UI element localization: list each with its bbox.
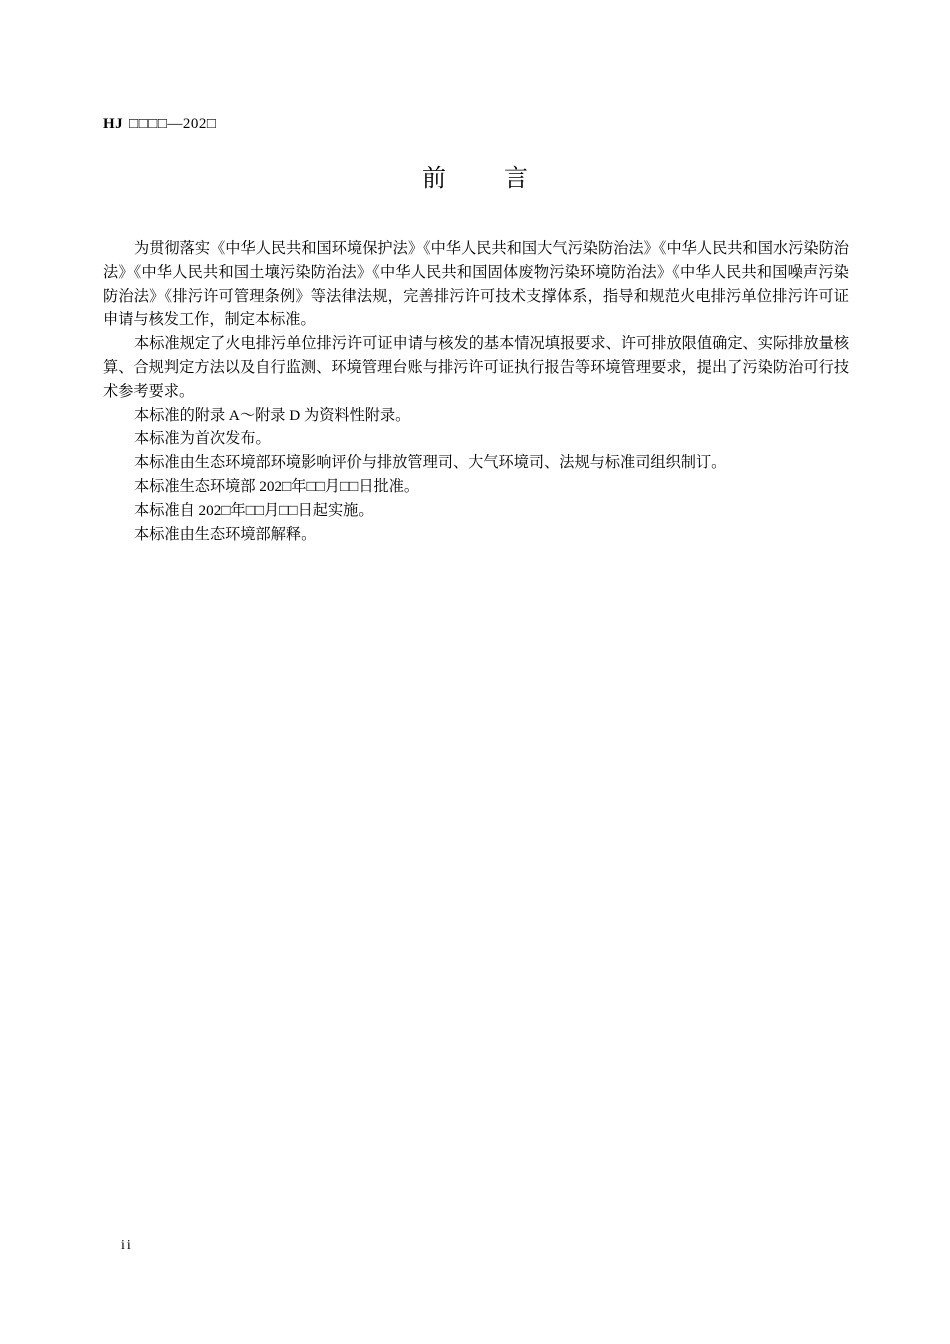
page-number: ii <box>121 1238 133 1253</box>
paragraph-scope: 本标准规定了火电排污单位排污许可证申请与核发的基本情况填报要求、许可排放限值确定、实际排放量核算、合规判定方法以及自行监测、环境管理台账与排污许可证执行报告等环境管理要求，提出了污染防治可行技术参考要求。 <box>103 335 849 400</box>
standard-code-prefix: HJ <box>103 116 124 132</box>
paragraph-first-release: 本标准为首次发布。 <box>134 430 271 448</box>
standard-code-number: □□□□—202□ <box>129 116 217 132</box>
foreword-body <box>103 237 849 546</box>
paragraph-appendix: 本标准的附录 A～附录 D 为资料性附录。 <box>134 406 411 424</box>
paragraph-purpose: 为贯彻落实《中华人民共和国环境保护法》《中华人民共和国大气污染防治法》《中华人民共和国水污染防治法》《中华人民共和国土壤污染防治法》《中华人民共和国固体废物污染环境防治法》《中华人民共和国噪声污染防治法》《排污许可管理条例》等法律法规，完善排污许可技术支撑体系，指导和规范火电排污单位排污许可证申请与核发工作，制定本标准。 <box>103 240 849 329</box>
paragraph-effective-date: 本标准自 202□年□□月□□日起实施。 <box>134 501 374 519</box>
section-title: 前言 <box>422 164 586 192</box>
paragraph-approval: 本标准生态环境部 202□年□□月□□日批准。 <box>134 477 420 495</box>
standard-number-header <box>103 116 216 133</box>
paragraph-interpretation: 本标准由生态环境部解释。 <box>134 525 317 543</box>
paragraph-organizer: 本标准由生态环境部环境影响评价与排放管理司、大气环境司、法规与标准司组织制订。 <box>134 454 727 472</box>
